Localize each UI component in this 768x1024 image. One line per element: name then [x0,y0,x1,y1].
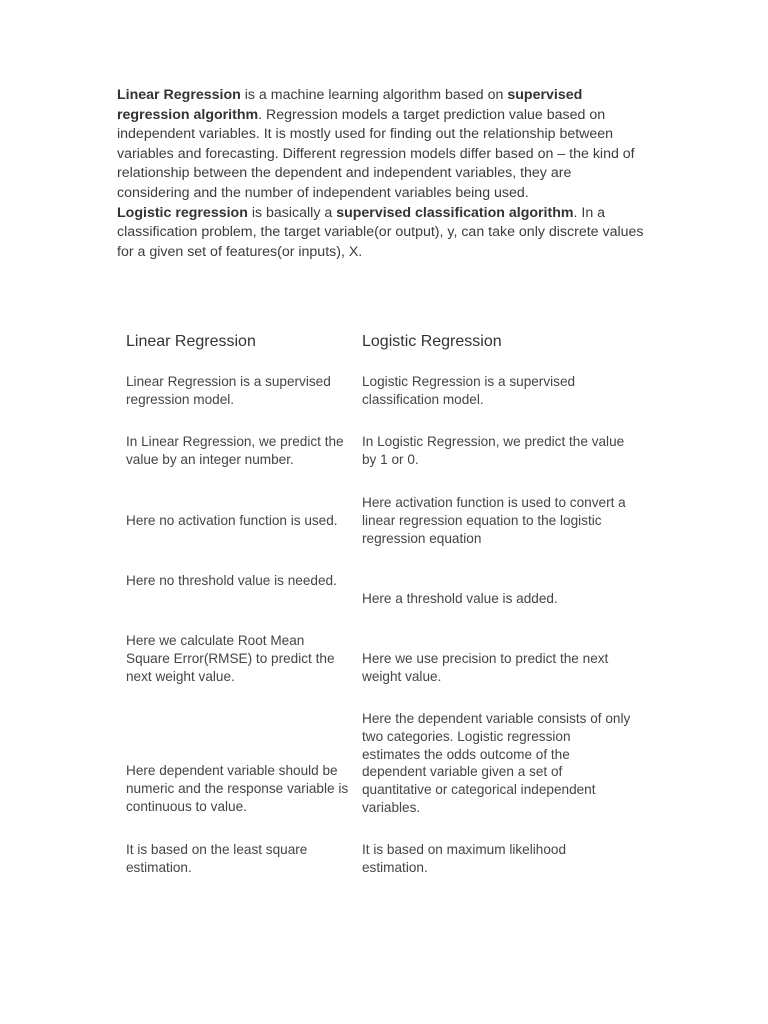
intro-text-span: is a machine learning algorithm based on [240,87,508,103]
table-cell-logistic: Here the dependent variable consists of only two categories. Logistic regression estimates the odds outcome of the dependent variable given a set of quantitative or categorical independent variables. [362,711,631,815]
table-cell-linear: Here we calculate Root Mean Square Error(RMSE) to predict the next weight value. [126,633,335,684]
table-cell-linear: It is based on the least square estimation. [126,842,308,875]
term-linear-regression: Linear Regression [117,87,241,103]
term-supervised-regression: supervised regression algorithm [117,87,583,123]
table-cell-logistic: In Logistic Regression, we predict the value by 1 or 0. [362,434,625,467]
table-cell-linear: In Linear Regression, we predict the value by an integer number. [126,434,344,467]
intro-text-span: is basically a [247,204,337,221]
intro-paragraph-logistic [117,204,647,263]
table-cell-logistic: Here we use precision to predict the next weight value. [362,651,609,684]
intro-text [117,86,647,262]
table-cell-logistic: It is based on maximum likelihood estimation. [362,842,566,875]
column-header-linear: Linear Regression [126,333,256,350]
intro-paragraph-linear [117,86,647,204]
table-cell-linear: Here no activation function is used. [126,513,338,528]
table-cell-linear: Here dependent variable should be numeric and the response variable is continuous to value. [126,763,349,814]
table-cell-logistic: Logistic Regression is a supervised classification model. [362,374,576,407]
table-cell-logistic: Here activation function is used to convert a linear regression equation to the logistic regression equation [362,495,626,546]
intro-text-span: . In a classification problem, the target variable(or output), y, can take only discrete values for a given set of features(or inputs), X. [117,204,644,260]
term-logistic-regression: Logistic regression [117,204,248,221]
intro-text-span: . Regression models a target prediction value based on independent variables. It is mostly used for finding out the relationship between variables and forecasting. Different regression models differ based on – the kind of relationship between the dependent and independent variables, they are considering and the number of independent variables being used. [117,106,635,201]
table-cell-linear: Linear Regression is a supervised regression model. [126,374,331,407]
term-supervised-classification: supervised classification algorithm [336,204,574,221]
table-cell-logistic: Here a threshold value is added. [362,591,558,606]
table-cell-linear: Here no threshold value is needed. [126,573,337,588]
column-header-logistic: Logistic Regression [362,333,502,350]
